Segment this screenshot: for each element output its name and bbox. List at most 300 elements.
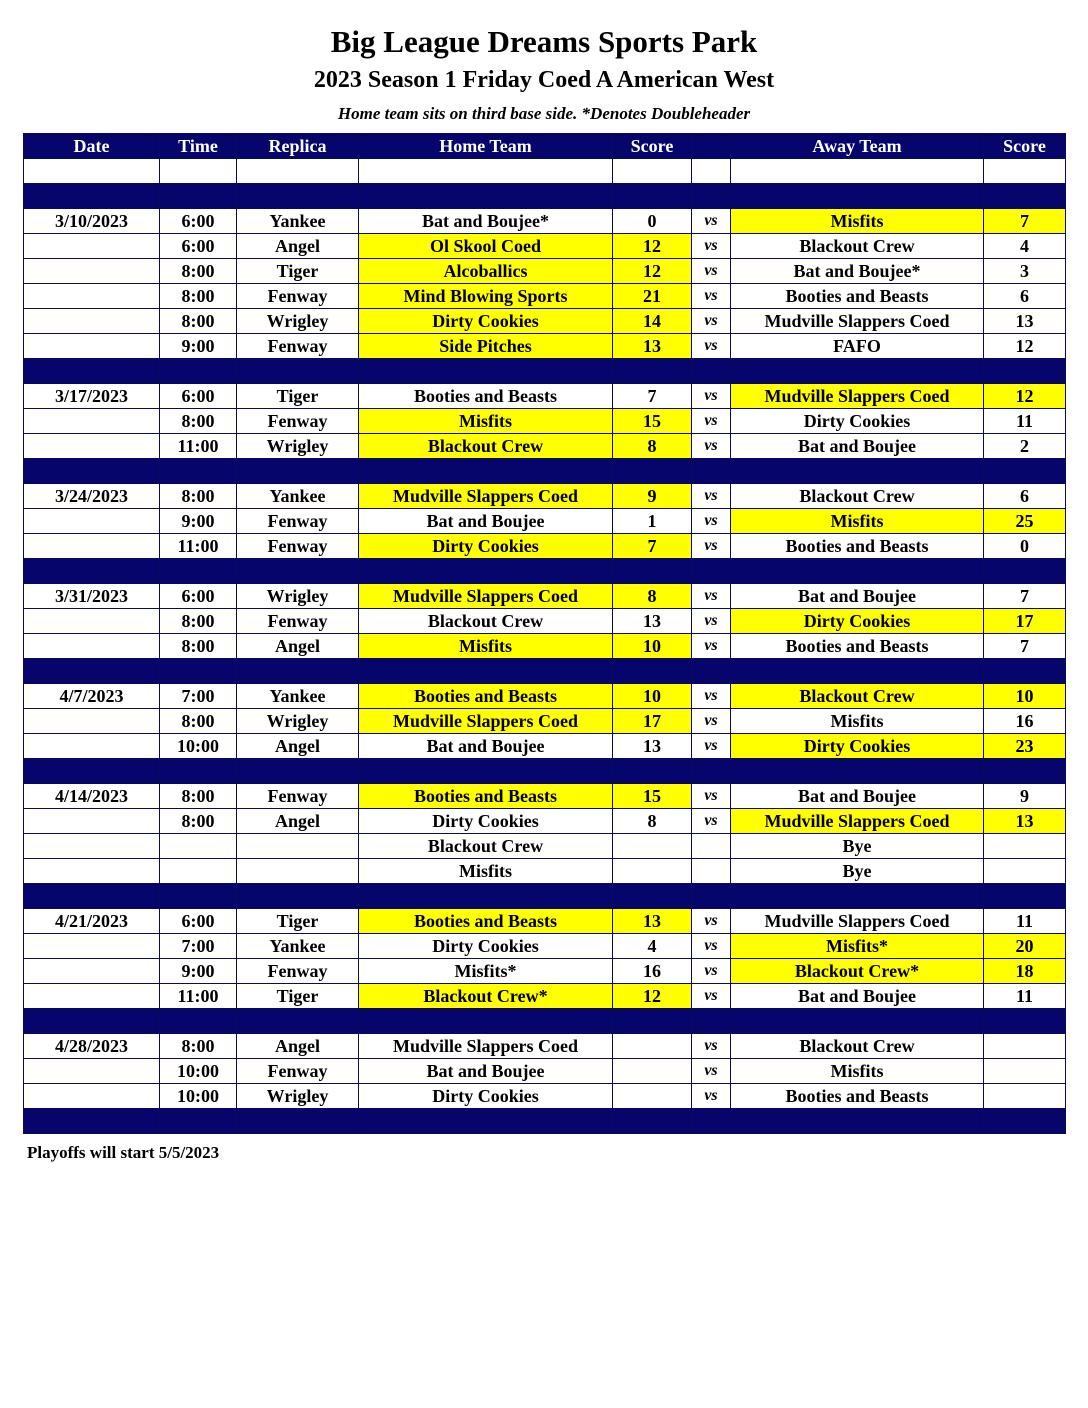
blank-row [24,159,1066,184]
vs-cell [692,759,731,784]
home-score-cell: 15 [613,784,692,809]
replica-cell [237,659,359,684]
away-score-cell: 6 [984,484,1066,509]
game-row [24,684,1066,709]
home-team-cell: Dirty Cookies [359,809,613,834]
time-cell: 8:00 [160,634,237,659]
replica-cell [237,1109,359,1134]
vs-cell: vs [692,934,731,959]
away-team-cell: Booties and Beasts [731,1084,984,1109]
vs-cell: vs [692,784,731,809]
home-score-cell [613,659,692,684]
date-cell [24,409,160,434]
replica-cell: Wrigley [237,709,359,734]
away-score-cell: 2 [984,434,1066,459]
home-team-cell [359,159,613,184]
away-team-cell: Misfits [731,209,984,234]
away-team-cell: Mudville Slappers Coed [731,909,984,934]
date-cell [24,834,160,859]
away-team-cell: Bat and Boujee [731,984,984,1009]
date-cell [24,809,160,834]
time-cell [160,759,237,784]
time-cell: 9:00 [160,509,237,534]
date-cell [24,1084,160,1109]
time-cell: 11:00 [160,984,237,1009]
date-cell [24,709,160,734]
date-cell [24,609,160,634]
replica-cell: Angel [237,1034,359,1059]
away-team-cell: Blackout Crew [731,684,984,709]
home-score-cell: 10 [613,684,692,709]
away-score-cell [984,459,1066,484]
home-team-cell [359,659,613,684]
vs-cell [692,834,731,859]
replica-cell: Fenway [237,334,359,359]
home-team-cell [359,759,613,784]
home-team-cell: Misfits [359,409,613,434]
separator-row [24,759,1066,784]
col-header-away-team: Away Team [731,134,984,159]
vs-cell [692,159,731,184]
date-cell [24,234,160,259]
away-score-cell: 11 [984,909,1066,934]
vs-cell: vs [692,384,731,409]
home-team-cell [359,459,613,484]
date-cell [24,534,160,559]
vs-cell [692,184,731,209]
vs-cell: vs [692,409,731,434]
time-cell: 7:00 [160,934,237,959]
home-team-cell: Blackout Crew [359,434,613,459]
away-team-cell: Blackout Crew [731,484,984,509]
replica-cell: Angel [237,734,359,759]
game-row [24,634,1066,659]
game-row [24,209,1066,234]
away-score-cell: 25 [984,509,1066,534]
col-header-home-team: Home Team [359,134,613,159]
replica-cell [237,884,359,909]
game-row [24,1034,1066,1059]
time-cell: 6:00 [160,209,237,234]
vs-cell: vs [692,1034,731,1059]
home-team-cell: Mind Blowing Sports [359,284,613,309]
home-score-cell [613,459,692,484]
page-title: Big League Dreams Sports Park [330,24,758,59]
time-cell: 8:00 [160,409,237,434]
away-score-cell: 17 [984,609,1066,634]
time-cell: 10:00 [160,1059,237,1084]
time-cell: 8:00 [160,784,237,809]
col-header-time: Time [160,134,237,159]
home-team-cell [359,184,613,209]
home-score-cell [613,859,692,884]
game-row [24,234,1066,259]
home-score-cell [613,1059,692,1084]
home-score-cell [613,159,692,184]
date-cell: 4/28/2023 [24,1034,160,1059]
away-team-cell [731,559,984,584]
away-score-cell [984,184,1066,209]
away-team-cell [731,159,984,184]
away-score-cell: 3 [984,259,1066,284]
date-cell [24,184,160,209]
away-team-cell: Misfits* [731,934,984,959]
home-score-cell: 12 [613,234,692,259]
home-team-cell: Booties and Beasts [359,384,613,409]
date-cell [24,359,160,384]
away-team-cell: Blackout Crew [731,234,984,259]
date-cell [24,634,160,659]
away-score-cell: 11 [984,409,1066,434]
home-score-cell: 13 [613,909,692,934]
game-row [24,334,1066,359]
separator-row [24,884,1066,909]
replica-cell: Fenway [237,509,359,534]
time-cell: 8:00 [160,484,237,509]
game-row [24,734,1066,759]
home-team-cell: Mudville Slappers Coed [359,584,613,609]
date-cell [24,309,160,334]
away-score-cell: 23 [984,734,1066,759]
header-row [24,134,1066,159]
away-score-cell [984,559,1066,584]
home-score-cell: 8 [613,434,692,459]
date-cell: 3/31/2023 [24,584,160,609]
separator-row [24,1009,1066,1034]
time-cell: 8:00 [160,809,237,834]
date-cell [24,859,160,884]
home-score-cell: 4 [613,934,692,959]
home-team-cell: Dirty Cookies [359,309,613,334]
home-team-cell [359,559,613,584]
game-row [24,1084,1066,1109]
col-header-away-score: Score [984,134,1066,159]
vs-cell: vs [692,334,731,359]
home-score-cell [613,834,692,859]
vs-cell: vs [692,209,731,234]
date-cell [24,659,160,684]
home-score-cell: 12 [613,259,692,284]
home-team-cell [359,884,613,909]
away-team-cell [731,1009,984,1034]
away-team-cell: Bat and Boujee* [731,259,984,284]
game-row [24,859,1066,884]
away-score-cell [984,884,1066,909]
away-team-cell [731,184,984,209]
home-team-cell: Bat and Boujee [359,1059,613,1084]
home-team-cell: Ol Skool Coed [359,234,613,259]
away-team-cell: Mudville Slappers Coed [731,809,984,834]
away-score-cell: 13 [984,309,1066,334]
home-score-cell: 7 [613,534,692,559]
replica-cell [237,859,359,884]
replica-cell: Fenway [237,959,359,984]
home-team-cell: Misfits [359,634,613,659]
replica-cell [237,834,359,859]
vs-cell: vs [692,684,731,709]
replica-cell [237,359,359,384]
game-row [24,784,1066,809]
home-team-cell: Alcoballics [359,259,613,284]
date-cell: 3/10/2023 [24,209,160,234]
vs-cell [692,1009,731,1034]
replica-cell: Yankee [237,209,359,234]
game-row [24,1059,1066,1084]
time-cell: 6:00 [160,584,237,609]
home-team-cell: Mudville Slappers Coed [359,709,613,734]
home-team-cell: Dirty Cookies [359,1084,613,1109]
separator-row [24,559,1066,584]
replica-cell: Wrigley [237,309,359,334]
vs-cell [692,359,731,384]
away-team-cell: Bye [731,859,984,884]
away-team-cell [731,1109,984,1134]
home-team-cell: Blackout Crew [359,609,613,634]
schedule-note: Home team sits on third base side. *Denotes Doubleheader [337,104,751,123]
time-cell [160,159,237,184]
home-team-cell: Misfits [359,859,613,884]
vs-cell: vs [692,259,731,284]
time-cell [160,659,237,684]
away-score-cell: 12 [984,334,1066,359]
away-score-cell: 18 [984,959,1066,984]
replica-cell [237,184,359,209]
game-row [24,284,1066,309]
vs-cell [692,1109,731,1134]
home-score-cell: 14 [613,309,692,334]
time-cell: 6:00 [160,384,237,409]
home-team-cell: Dirty Cookies [359,934,613,959]
separator-row [24,1109,1066,1134]
date-cell [24,259,160,284]
home-team-cell: Booties and Beasts [359,784,613,809]
time-cell: 8:00 [160,284,237,309]
home-score-cell: 13 [613,734,692,759]
game-row [24,584,1066,609]
away-score-cell [984,1009,1066,1034]
away-score-cell: 13 [984,809,1066,834]
game-row [24,259,1066,284]
home-score-cell: 10 [613,634,692,659]
separator-row [24,459,1066,484]
time-cell [160,884,237,909]
game-row [24,609,1066,634]
time-cell [160,184,237,209]
home-score-cell: 15 [613,409,692,434]
replica-cell: Tiger [237,984,359,1009]
time-cell: 6:00 [160,909,237,934]
replica-cell: Tiger [237,909,359,934]
away-score-cell [984,1109,1066,1134]
replica-cell: Yankee [237,934,359,959]
replica-cell [237,459,359,484]
away-team-cell: FAFO [731,334,984,359]
vs-cell: vs [692,909,731,934]
home-team-cell: Dirty Cookies [359,534,613,559]
date-cell [24,1109,160,1134]
away-team-cell: Dirty Cookies [731,409,984,434]
time-cell: 8:00 [160,609,237,634]
date-cell [24,959,160,984]
home-score-cell [613,184,692,209]
game-row [24,909,1066,934]
away-team-cell: Bat and Boujee [731,784,984,809]
date-cell [24,884,160,909]
time-cell [160,859,237,884]
time-cell: 9:00 [160,334,237,359]
home-score-cell: 16 [613,959,692,984]
vs-cell: vs [692,609,731,634]
vs-cell: vs [692,709,731,734]
replica-cell: Yankee [237,684,359,709]
time-cell [160,559,237,584]
home-team-cell: Bat and Boujee* [359,209,613,234]
date-cell [24,159,160,184]
replica-cell: Fenway [237,784,359,809]
date-cell [24,934,160,959]
date-cell [24,434,160,459]
away-team-cell [731,759,984,784]
date-cell: 3/17/2023 [24,384,160,409]
home-score-cell [613,1009,692,1034]
replica-cell: Wrigley [237,584,359,609]
away-team-cell: Mudville Slappers Coed [731,384,984,409]
schedule-body [24,159,1066,1134]
away-score-cell [984,834,1066,859]
home-score-cell: 13 [613,334,692,359]
vs-cell [692,559,731,584]
time-cell: 11:00 [160,434,237,459]
date-cell [24,284,160,309]
date-cell [24,759,160,784]
home-team-cell: Side Pitches [359,334,613,359]
home-team-cell: Mudville Slappers Coed [359,1034,613,1059]
away-score-cell: 9 [984,784,1066,809]
vs-cell: vs [692,484,731,509]
date-cell [24,509,160,534]
date-cell [24,559,160,584]
away-score-cell: 7 [984,634,1066,659]
away-score-cell: 4 [984,234,1066,259]
game-row [24,484,1066,509]
home-score-cell: 17 [613,709,692,734]
time-cell: 10:00 [160,734,237,759]
away-score-cell [984,1059,1066,1084]
home-score-cell [613,559,692,584]
time-cell: 6:00 [160,234,237,259]
time-cell: 8:00 [160,259,237,284]
vs-cell: vs [692,434,731,459]
home-team-cell [359,1009,613,1034]
home-team-cell: Bat and Boujee [359,734,613,759]
away-team-cell: Misfits [731,1059,984,1084]
replica-cell: Wrigley [237,1084,359,1109]
game-row [24,934,1066,959]
home-team-cell: Booties and Beasts [359,909,613,934]
away-team-cell: Bat and Boujee [731,584,984,609]
away-score-cell: 10 [984,684,1066,709]
away-score-cell [984,659,1066,684]
separator-row [24,659,1066,684]
away-score-cell [984,1084,1066,1109]
date-cell: 3/24/2023 [24,484,160,509]
time-cell: 9:00 [160,959,237,984]
separator-row [24,184,1066,209]
replica-cell: Tiger [237,384,359,409]
vs-cell: vs [692,734,731,759]
date-cell [24,1059,160,1084]
away-team-cell: Dirty Cookies [731,609,984,634]
game-row [24,709,1066,734]
replica-cell: Tiger [237,259,359,284]
replica-cell: Wrigley [237,434,359,459]
away-team-cell: Booties and Beasts [731,534,984,559]
vs-cell: vs [692,1059,731,1084]
away-team-cell: Blackout Crew [731,1034,984,1059]
col-header-vs [692,134,731,159]
schedule-table [23,133,1066,1134]
vs-cell: vs [692,809,731,834]
away-score-cell: 16 [984,709,1066,734]
col-header-date: Date [24,134,160,159]
home-score-cell [613,1084,692,1109]
vs-cell [692,459,731,484]
away-team-cell [731,359,984,384]
home-score-cell: 13 [613,609,692,634]
replica-cell [237,759,359,784]
game-row [24,409,1066,434]
vs-cell: vs [692,984,731,1009]
date-cell [24,334,160,359]
replica-cell: Fenway [237,609,359,634]
home-team-cell: Mudville Slappers Coed [359,484,613,509]
replica-cell: Yankee [237,484,359,509]
away-team-cell [731,659,984,684]
home-team-cell: Blackout Crew* [359,984,613,1009]
away-team-cell: Booties and Beasts [731,284,984,309]
game-row [24,809,1066,834]
away-team-cell: Dirty Cookies [731,734,984,759]
away-team-cell: Mudville Slappers Coed [731,309,984,334]
home-score-cell: 12 [613,984,692,1009]
replica-cell: Angel [237,634,359,659]
home-team-cell [359,1109,613,1134]
game-row [24,509,1066,534]
time-cell: 10:00 [160,1084,237,1109]
home-score-cell [613,1034,692,1059]
home-score-cell [613,884,692,909]
away-score-cell: 7 [984,209,1066,234]
replica-cell [237,559,359,584]
replica-cell: Angel [237,234,359,259]
away-score-cell [984,359,1066,384]
home-score-cell: 8 [613,584,692,609]
away-team-cell: Misfits [731,709,984,734]
separator-row [24,359,1066,384]
vs-cell: vs [692,534,731,559]
home-team-cell: Bat and Boujee [359,509,613,534]
away-score-cell: 20 [984,934,1066,959]
home-team-cell: Misfits* [359,959,613,984]
away-score-cell [984,1034,1066,1059]
away-score-cell: 6 [984,284,1066,309]
vs-cell: vs [692,309,731,334]
replica-cell [237,1009,359,1034]
game-row [24,434,1066,459]
game-row [24,959,1066,984]
game-row [24,309,1066,334]
replica-cell: Fenway [237,534,359,559]
